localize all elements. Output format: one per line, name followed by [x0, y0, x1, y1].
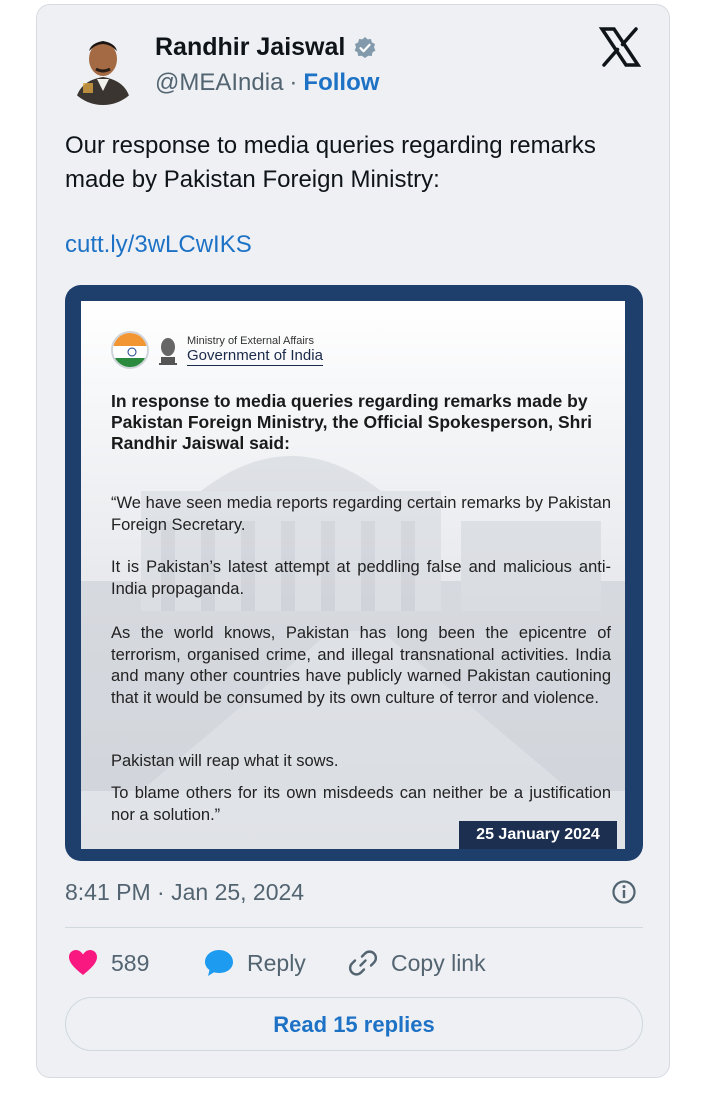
- tweet-text: Our response to media queries regarding remarks made by Pakistan Foreign Ministry:: [65, 132, 596, 193]
- x-logo-icon[interactable]: [599, 27, 641, 67]
- link-icon: [347, 947, 379, 979]
- statement-paragraph: To blame others for its own misdeeds can neither be a justification nor a solution.”: [111, 784, 611, 824]
- heart-icon: [67, 947, 99, 979]
- handle-row: [155, 69, 379, 97]
- author-name[interactable]: Randhir Jaiswal: [155, 33, 346, 61]
- author-name-row[interactable]: [155, 33, 377, 62]
- building-watermark: [81, 431, 625, 791]
- ministry-name: [187, 335, 323, 366]
- copy-link-button[interactable]: [347, 947, 486, 979]
- tweet-media-image[interactable]: [65, 285, 643, 861]
- info-icon[interactable]: [611, 879, 637, 905]
- statement-heading: In response to media queries regarding remarks made by Pakistan Foreign Ministry, the Official Spokesperson, Shri Randhir Jaiswal said:: [111, 391, 593, 453]
- statement-paragraph: It is Pakistan’s latest attempt at peddling false and malicious anti-India propaganda.: [111, 558, 611, 598]
- ministry-header: [111, 331, 323, 369]
- tweet-card: [36, 4, 670, 1078]
- action-bar: [65, 947, 643, 987]
- verified-badge-icon: [353, 36, 377, 60]
- divider: [65, 927, 643, 928]
- statement-date: 25 January 2024: [459, 821, 617, 849]
- copy-link-label: Copy link: [391, 949, 486, 976]
- tweet-timestamp[interactable]: 8:41 PM · Jan 25, 2024: [65, 879, 305, 905]
- statement-document: [81, 301, 625, 849]
- author-handle[interactable]: @MEAIndia: [155, 69, 284, 96]
- separator-dot: ·: [289, 69, 298, 96]
- statement-paragraph: Pakistan will reap what it sows.: [111, 752, 339, 770]
- national-emblem-icon: [157, 333, 179, 367]
- like-button[interactable]: [67, 947, 149, 979]
- india-flag-icon: [111, 331, 149, 369]
- ministry-line1: Ministry of External Affairs: [187, 334, 314, 347]
- tweet-link[interactable]: cutt.ly/3wLCwIKS: [65, 231, 252, 258]
- reply-bubble-icon: [203, 947, 235, 979]
- follow-button[interactable]: Follow: [303, 69, 380, 96]
- ministry-line2: Government of India: [187, 346, 323, 364]
- like-count: 589: [111, 949, 150, 976]
- reply-label: Reply: [247, 949, 306, 976]
- statement-paragraph: “We have seen media reports regarding certain remarks by Pakistan Foreign Secretary.: [111, 494, 611, 534]
- avatar[interactable]: [63, 25, 143, 105]
- statement-paragraph: As the world knows, Pakistan has long been the epicentre of terrorism, organised crime, and illegal transnational activities. India and many other countries have publicly warned Pakistan cautioning that it would be consumed by its own culture of terror and violence.: [111, 624, 611, 707]
- read-replies-button[interactable]: Read 15 replies: [65, 997, 643, 1051]
- reply-button[interactable]: [203, 947, 306, 979]
